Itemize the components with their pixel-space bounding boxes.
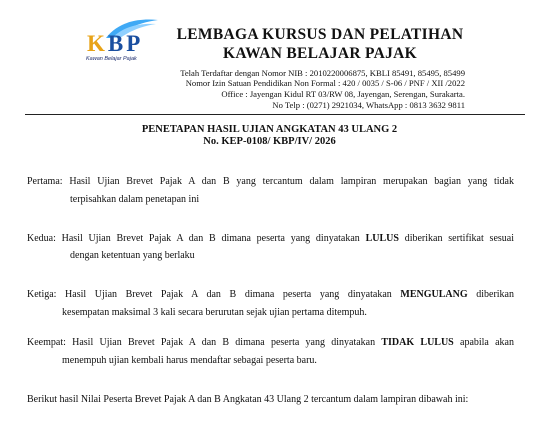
contact-line: No Telp : (0271) 2921034, WhatsApp : 0813 3632 9811 bbox=[272, 100, 465, 110]
keempat-line2: menempuh ujian kembali harus mendaftar sebagai peserta baru. bbox=[62, 355, 317, 366]
pertama-line1: Pertama: Hasil Ujian Brevet Pajak A dan B yang tercantum dalam lampiran merupakan bagian yang tidak bbox=[27, 176, 514, 187]
org-name-line1: LEMBAGA KURSUS DAN PELATIHAN bbox=[176, 26, 464, 43]
license-line: Nomor Izin Satuan Pendidikan Non Formal : 420 / 0035 / S-06 / PNF / XII /2022 bbox=[185, 78, 465, 88]
org-name-line2: KAWAN BELAJAR PAJAK bbox=[222, 45, 417, 62]
kedua-line2: dengan ketentuan yang berlaku bbox=[70, 250, 195, 261]
logo-tagline: Kawan Belajar Pajak bbox=[86, 56, 137, 62]
ketiga-line1: Ketiga: Hasil Ujian Brevet Pajak A dan B dimana peserta yang dinyatakan MENGULANG diberikan bbox=[27, 289, 514, 300]
keempat-line1: Keempat: Hasil Ujian Brevet Pajak A dan B dimana peserta yang dinyatakan TIDAK LULUS apabila akan bbox=[27, 337, 514, 348]
header-divider bbox=[25, 114, 525, 115]
kedua-line1: Kedua: Hasil Ujian Brevet Pajak A dan B dimana peserta yang dinyatakan LULUS diberikan sertifikat sesuai bbox=[27, 233, 514, 244]
document-number: No. KEP-0108/ KBP/IV/ 2026 bbox=[203, 136, 336, 147]
pertama-line2: terpisahkan dalam penetapan ini bbox=[70, 194, 200, 205]
mengulang-keyword: MENGULANG bbox=[400, 289, 468, 300]
ketiga-line2: kesempatan maksimal 3 kali secara berurutan sejak ujian pertama ditempuh. bbox=[62, 307, 367, 318]
document-title: PENETAPAN HASIL UJIAN ANGKATAN 43 ULANG 2 bbox=[141, 124, 398, 135]
tidak-lulus-keyword: TIDAK LULUS bbox=[381, 337, 454, 348]
registration-line: Telah Terdaftar dengan Nomor NIB : 2010220006875, KBLI 85491, 85495, 85499 bbox=[180, 68, 465, 78]
closing-statement: Berikut hasil Nilai Peserta Brevet Pajak A dan B Angkatan 43 Ulang 2 tercantum dalam lampiran dibawah ini: bbox=[27, 394, 469, 405]
lulus-keyword: LULUS bbox=[365, 233, 399, 244]
office-address: Office : Jayengan Kidul RT 03/RW 08, Jayengan, Serengan, Surakarta. bbox=[221, 89, 465, 99]
logo-letters: KBP bbox=[87, 31, 144, 56]
kbp-logo bbox=[76, 16, 168, 66]
